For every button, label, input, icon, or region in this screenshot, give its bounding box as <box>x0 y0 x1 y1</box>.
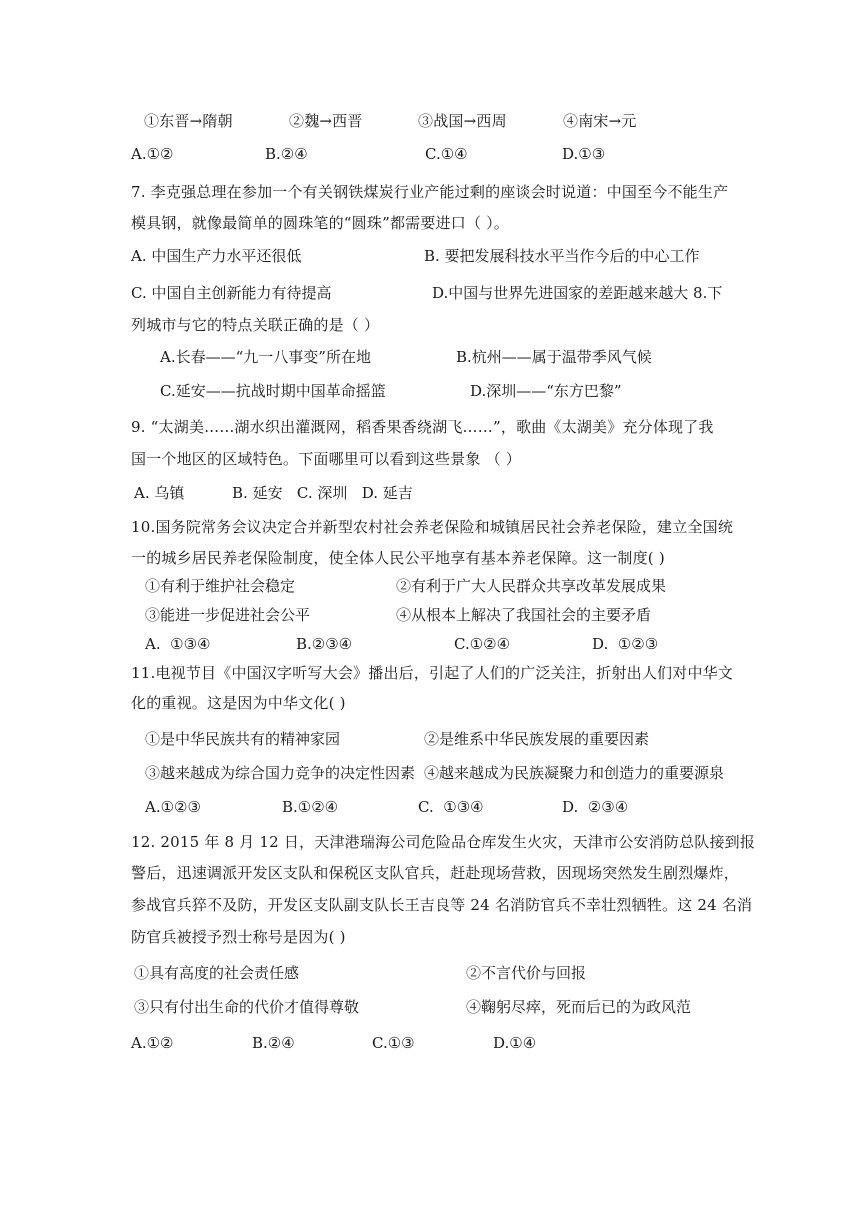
q11-item-1: ①是中华民族共有的精神家园 <box>145 730 341 748</box>
q10-item-1: ①有利于维护社会稳定 <box>145 577 296 595</box>
q7-option-d: D.中国与世界先进国家的差距越来越大 8.下 <box>432 284 723 302</box>
q6-item-1: ①东晋→隋朝 <box>144 112 233 130</box>
q12-item-4: ④鞠躬尽瘁，死而后已的为政风范 <box>466 998 692 1016</box>
q10-option-b: B.②③④ <box>296 635 353 653</box>
q12-option-a: A.①② <box>131 1034 174 1052</box>
q10-item-4: ④从根本上解决了我国社会的主要矛盾 <box>396 606 652 624</box>
q11-option-a: A.①②③ <box>145 798 201 816</box>
q6-option-a: A.①② <box>131 145 174 163</box>
q10-option-a: A. ①③④ <box>145 635 211 653</box>
q12-item-3: ③只有付出生命的代价才值得尊敬 <box>134 998 360 1016</box>
q6-item-2: ②魏→西晋 <box>289 112 363 130</box>
q7-line-2: 模具钢，就像最简单的圆珠笔的“圆珠”都需要进口（ ）。 <box>131 214 510 232</box>
q12-line-2: 警后，迅速调派开发区支队和保税区支队官兵，赶赴现场营救，因现场突然发生剧烈爆炸， <box>131 864 740 882</box>
q11-line-1: 11.电视节目《中国汉字听写大会》播出后，引起了人们的广泛关注，折射出人们对中华文 <box>131 664 734 682</box>
q11-line-2: 化的重视。这是因为中华文化( ) <box>131 694 346 712</box>
q12-line-4: 防官兵被授予烈士称号是因为( ) <box>131 928 346 946</box>
q6-option-c: C.①④ <box>425 145 468 163</box>
q9-options: A. 乌镇 B. 延安 C. 深圳 D. 延吉 <box>134 484 413 502</box>
q12-line-1: 12. 2015 年 8 月 12 日，天津港瑞海公司危险品仓库发生火灾，天津市公安消防总队接到报 <box>131 833 756 851</box>
q10-line-2: 一的城乡居民养老保险制度，使全体人民公平地享有基本养老保障。这一制度( ) <box>131 549 665 567</box>
q9-line-2: 国一个地区的区域特色。下面哪里可以看到这些景象 （ ） <box>131 450 521 468</box>
q11-item-4: ④越来越成为民族凝聚力和创造力的重要源泉 <box>424 764 725 782</box>
q11-option-b: B.①②④ <box>282 798 339 816</box>
q7-option-a: A. 中国生产力水平还很低 <box>131 247 302 265</box>
q10-item-3: ③能进一步促进社会公平 <box>145 606 311 624</box>
q10-item-2: ②有利于广大人民群众共享改革发展成果 <box>396 577 667 595</box>
q7-line-1: 7. 李克强总理在参加一个有关钢铁煤炭行业产能过剩的座谈会时说道：中国至今不能生产 <box>131 183 729 201</box>
q10-line-1: 10.国务院常务会议决定合并新型农村社会养老保险和城镇居民社会养老保险，建立全国统 <box>131 518 734 536</box>
q6-option-b: B.②④ <box>265 145 308 163</box>
q6-option-d: D.①③ <box>562 145 606 163</box>
q7-option-b: B. 要把发展科技水平当作今后的中心工作 <box>424 247 700 265</box>
q7-option-c: C. 中国自主创新能力有待提高 <box>131 284 332 302</box>
q12-item-2: ②不言代价与回报 <box>466 964 587 982</box>
q12-line-3: 参战官兵猝不及防，开发区支队副支队长王吉良等 24 名消防官兵不幸壮烈牺牲。这 24 名消 <box>131 896 753 914</box>
q12-item-1: ①具有高度的社会责任感 <box>134 964 300 982</box>
q8-option-d: D.深圳——“东方巴黎” <box>470 382 622 400</box>
q6-item-3: ③战国→西周 <box>418 112 507 130</box>
q11-option-d: D. ②③④ <box>562 798 629 816</box>
q10-option-d: D. ①②③ <box>592 635 659 653</box>
q11-item-3: ③越来越成为综合国力竞争的决定性因素 <box>145 764 416 782</box>
q11-item-2: ②是维系中华民族发展的重要因素 <box>424 730 650 748</box>
q12-option-c: C.①③ <box>372 1034 415 1052</box>
q10-option-c: C.①②④ <box>454 635 511 653</box>
q9-line-1: 9. “太湖美……湖水织出灌溉网，稻香果香绕湖飞……”，歌曲《太湖美》充分体现了我 <box>131 418 714 436</box>
q11-option-c: C. ①③④ <box>418 798 484 816</box>
q8-option-a: A.长春——“九一八事变”所在地 <box>160 348 371 366</box>
q8-option-c: C.延安——抗战时期中国革命摇篮 <box>160 382 386 400</box>
q6-item-4: ④南宋→元 <box>563 112 637 130</box>
q12-option-b: B.②④ <box>252 1034 295 1052</box>
q8-option-b: B.杭州——属于温带季风气候 <box>456 348 652 366</box>
q8-line-2: 列城市与它的特点关联正确的是（ ） <box>131 316 380 334</box>
q12-option-d: D.①④ <box>493 1034 537 1052</box>
